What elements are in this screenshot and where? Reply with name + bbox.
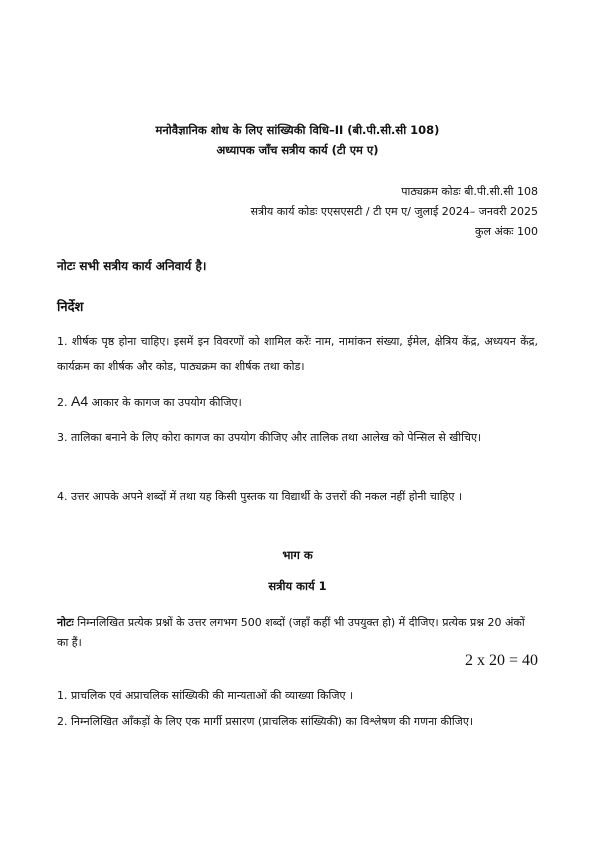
answer-note-label: नोटः — [57, 616, 74, 629]
instruction-item-1: 1. शीर्षक पृष्ठ होना चाहिए। इसमें इन विवरणों को शामिल करेंः नाम, नामांकन संख्या, ईमेल, क्षेत्रिय केंद्र, अध्ययन केंद्र, कार्यक्रम का शीर्षक और कोड, पाठ्यक्रम का शीर्षक तथा कोड। — [57, 335, 538, 373]
part-heading: भाग क — [282, 548, 313, 562]
instruction-item-2 — [57, 389, 538, 415]
instructions-heading: निर्देश — [57, 300, 84, 315]
compulsory-note: नोटः सभी सत्रीय कार्य अनिवार्य है। — [57, 259, 207, 273]
instruction-item-2-text: आकार के कागज का उपयोग कीजिए। — [88, 396, 242, 409]
answer-note — [57, 613, 538, 653]
instruction-item-2-number: 2. — [57, 396, 71, 409]
marks-formula: 2 x 20 = 40 — [464, 652, 538, 669]
question-2: 2. निम्नलिखित आँकड़ों के लिए एक मार्गी प्रसारण (प्राचलिक सांख्यिकी) का विश्लेषण की गणना कीजिए। — [57, 715, 474, 728]
document-subtitle: अध्यापक जाँच सत्रीय कार्य (टी एम ए) — [216, 143, 379, 157]
question-1: 1. प्राचलिक एवं अप्राचलिक सांख्यिकी की मान्यताओं की व्याख्या किजिए । — [57, 689, 354, 702]
assignment-code: सत्रीय कार्य कोडः एएसएसटी / टी एम ए/ जुलाई 2024– जनवरी 2025 — [250, 205, 538, 218]
paper-size-label: A4 — [71, 393, 89, 409]
instruction-item-4: 4. उत्तर आपके अपने शब्दों में तथा यह किसी पुस्तक या विद्यार्थी के उत्तरों की नकल नहीं होनी चाहिए । — [57, 490, 463, 503]
instruction-item-3: 3. तालिका बनाने के लिए कोरा कागज का उपयोग कीजिए और तालिक तथा आलेख को पेन्सिल से खीचिए। — [57, 431, 482, 444]
answer-note-text: निम्नलिखित प्रत्येक प्रश्नों के उत्तर लगभग 500 शब्दों (जहाँ कहीं भी उपयुक्त हो) में दीजिए। प्रत्येक प्रश्न 20 अंकों का हैं। — [57, 616, 525, 649]
total-marks: कुल अंकः 100 — [475, 225, 538, 238]
course-code: पाठ्यक्रम कोडः बी.पी.सी.सी 108 — [401, 185, 538, 198]
assignment-heading: सत्रीय कार्य 1 — [268, 579, 327, 593]
document-title: मनोवैज्ञानिक शोध के लिए सांख्यिकी विधि–II (बी.पी.सी.सी 108) — [155, 123, 440, 137]
